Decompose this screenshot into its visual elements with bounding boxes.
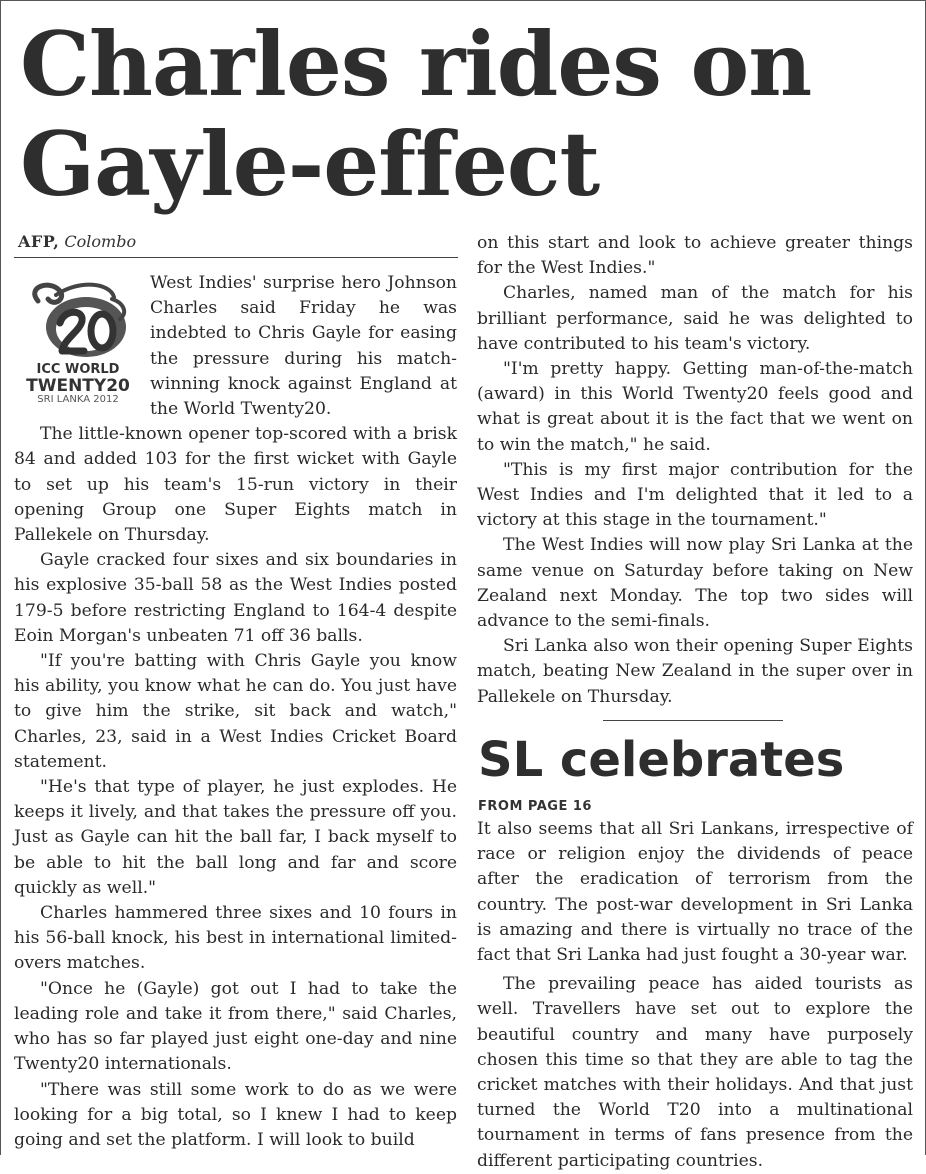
- story-paragraph: on this start and look to achieve greater things for the West Indies.": [477, 233, 913, 279]
- story-paragraph: "There was still some work to do as we were looking for a big total, so I knew I had to keep going and set the platform. I will look to build: [14, 1079, 457, 1150]
- story-paragraph: "If you're batting with Chris Gayle you know his ability, you know what he can do. You just have to give him the strike, sit back and watch," Charles, 23, said in a West Indies Cricket Board statement.: [14, 651, 457, 772]
- story-column-2: [477, 231, 913, 710]
- story-paragraph: The West Indies will now play Sri Lanka at the same venue on Saturday before taking on New Zealand next Monday. The top two sides will advance to the semi-finals.: [477, 535, 913, 632]
- story-separator: [603, 720, 783, 721]
- byline: [18, 232, 136, 251]
- story-column-1: [14, 271, 457, 1153]
- story-paragraph: Sri Lanka also won their opening Super Eights match, beating New Zealand in the super over in Pallekele on Thursday.: [477, 636, 913, 707]
- story-paragraph: Charles, named man of the match for his brilliant performance, said he was delighted to have contributed to his team's victory.: [477, 283, 913, 354]
- article-headline: [20, 14, 900, 214]
- second-story-headline: SL celebrates: [478, 732, 845, 788]
- logo-line-2: TWENTY20: [26, 376, 130, 396]
- byline-source: AFP,: [18, 232, 60, 251]
- t20-logo-graphic: [20, 273, 136, 365]
- second-story-paragraph: It also seems that all Sri Lankans, irrespective of race or religion enjoy the dividends of peace after the eradication of terrorism from the country. The post-war development in Sri Lanka is amazing and there is virtually no trace of the fact that Sri Lanka had just fought a 30-year war.: [477, 819, 913, 966]
- story-paragraph: "This is my first major contribution for the West Indies and I'm delighted that it led to a victory at this stage in the tournament.": [477, 459, 913, 531]
- story-paragraph: "He's that type of player, he just explodes. He keeps it lively, and that takes the pressure off you. Just as Gayle can hit the ball far, I back myself to be able to hit the ball long and far and score quickly as well.": [14, 777, 457, 898]
- story-paragraph: Charles hammered three sixes and 10 fours in his 56-ball knock, his best in international limited-overs matches.: [14, 903, 457, 974]
- second-story-body: [477, 817, 913, 1174]
- headline-line-1: Charles rides on: [20, 12, 812, 116]
- story-paragraph: West Indies' surprise hero Johnson Charles said Friday he was indebted to Chris Gayle for easing the pressure during his match-winning knock against England at the World Twenty20.: [150, 273, 457, 420]
- headline-line-2: Gayle-effect: [20, 112, 600, 216]
- continued-from-label: FROM PAGE 16: [478, 799, 592, 814]
- story-paragraph: "Once he (Gayle) got out I had to take the leading role and take it from there," said Charles, who has so far played just eight one-day and nine Twenty20 internationals.: [14, 978, 457, 1075]
- logo-line-1: ICC WORLD: [36, 362, 120, 377]
- t20-trophy-logo-icon: [14, 271, 142, 411]
- story-paragraph: The little-known opener top-scored with a brisk 84 and added 103 for the first wicket with Gayle to set up his team's 15-run victory in their opening Group one Super Eights match in Pallekele on Thursday.: [14, 424, 457, 546]
- logo-line-3: SRI LANKA 2012: [37, 394, 119, 405]
- byline-location: Colombo: [64, 232, 137, 251]
- story-paragraph: "I'm pretty happy. Getting man-of-the-match (award) in this World Twenty20 feels good and what is great about it is the fact that we went on to win the match," he said.: [477, 359, 913, 455]
- second-story-paragraph: The prevailing peace has aided tourists as well. Travellers have set out to explore the beautiful country and many have purposely chosen this time so that they are able to tag the cricket matches with their holidays. And that just turned the World T20 into a multinational tournament in terms of fans presence from the different participating countries.: [477, 974, 913, 1171]
- story-paragraph: Gayle cracked four sixes and six boundaries in his explosive 35-ball 58 as the West Indies posted 179-5 before restricting England to 164-4 despite Eoin Morgan's unbeaten 71 off 36 balls.: [14, 550, 457, 646]
- byline-rule: [14, 257, 458, 258]
